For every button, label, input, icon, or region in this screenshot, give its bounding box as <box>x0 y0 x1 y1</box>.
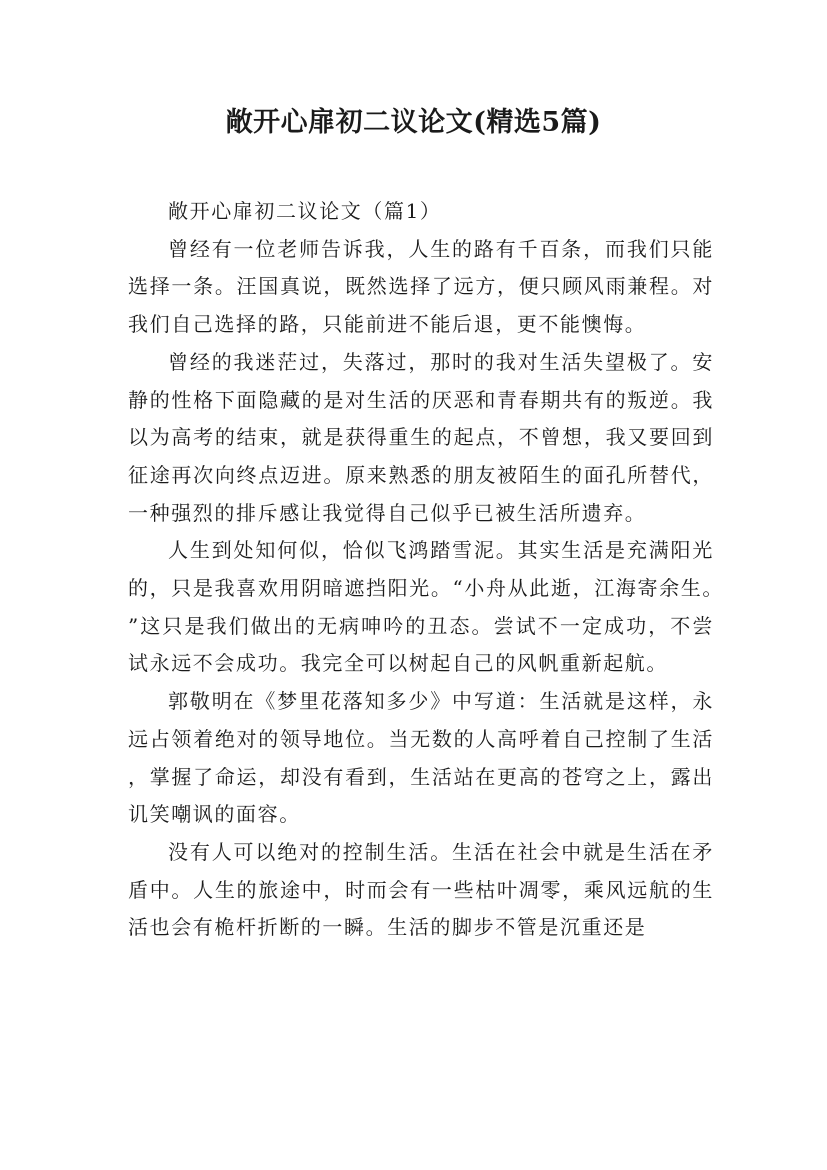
paragraph-1: 曾经有一位老师告诉我，人生的路有千百条，而我们只能选择一条。汪国真说，既然选择了远方，便只顾风雨兼程。对我们自己选择的路，只能前进不能后退，更不能懊悔。 <box>128 236 714 337</box>
paragraph-3: 人生到处知何似，恰似飞鸿踏雪泥。其实生活是充满阳光的，只是我喜欢用阴暗遮挡阳光。“小舟从此逝，江海寄余生。”这只是我们做出的无病呻吟的丑态。尝试不一定成功，不尝试永远不会成功。我完全可以树起自己的风帆重新起航。 <box>128 538 714 676</box>
paragraph-5: 没有人可以绝对的控制生活。生活在社会中就是生活在矛盾中。人生的旅途中，时而会有一些枯叶凋零，乘风远航的生活也会有桅杆折断的一瞬。生活的脚步不管是沉重还是 <box>128 839 714 940</box>
paragraph-2: 曾经的我迷茫过，失落过，那时的我对生活失望极了。安静的性格下面隐藏的是对生活的厌恶和青春期共有的叛逆。我以为高考的结束，就是获得重生的起点，不曾想，我又要回到征途再次向终点迈进。原来熟悉的朋友被陌生的面孔所替代，一种强烈的排斥感让我觉得自己似乎已被生活所遗弃。 <box>128 349 714 525</box>
document-title: 敞开心扉初二议论文(精选5篇) <box>225 107 602 138</box>
section-heading: 敞开心扉初二议论文（篇1） <box>168 199 442 223</box>
paragraph-4: 郭敬明在《梦里花落知多少》中写道：生活就是这样，永远占领着绝对的领导地位。当无数的人高呼着自己控制了生活，掌握了命运，却没有看到，生活站在更高的苍穹之上，露出讥笑嘲讽的面容。 <box>128 689 714 827</box>
document-body <box>128 193 714 947</box>
